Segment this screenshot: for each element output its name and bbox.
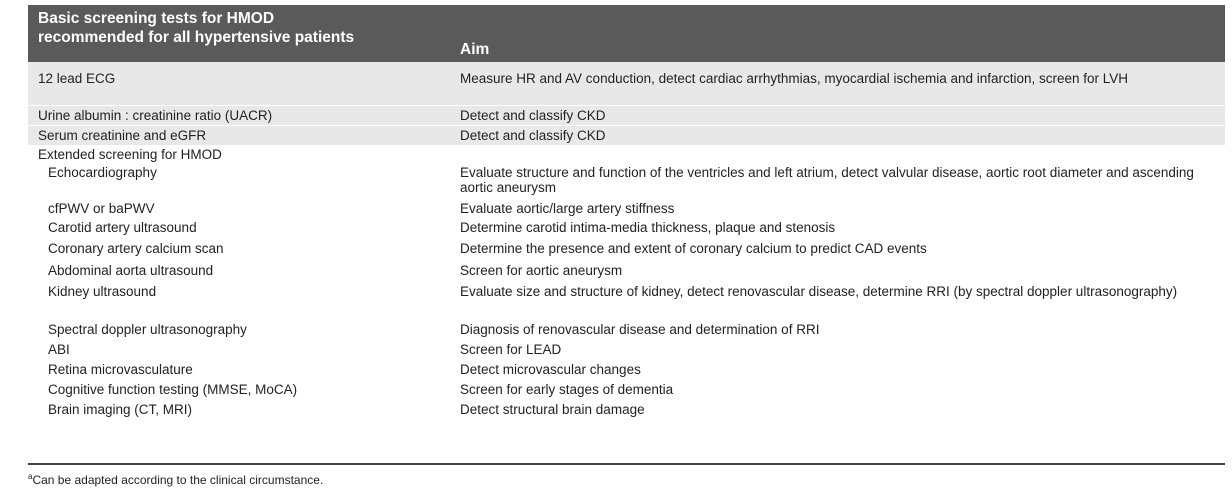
aim-cell: Screen for aortic aneurysm — [460, 263, 623, 278]
footnote-marker: a — [28, 472, 33, 481]
aim-cell: Determine carotid intima-media thickness, plaque and stenosis — [460, 220, 836, 235]
header-tests-line1: Basic screening tests for HMOD — [38, 10, 275, 27]
aim-cell: Determine the presence and extent of coronary calcium to predict CAD events — [460, 241, 927, 256]
aim-cell: Screen for early stages of dementia — [460, 382, 674, 397]
aim-cell: Detect and classify CKD — [460, 108, 606, 123]
aim-cell: Screen for LEAD — [460, 342, 562, 357]
table-row — [28, 106, 1225, 125]
table-bottom-rule — [28, 463, 1225, 465]
test-cell: Retina microvasculature — [48, 362, 193, 377]
test-cell: Echocardiography — [48, 165, 157, 180]
test-cell: Kidney ultrasound — [48, 284, 157, 299]
table-row — [28, 220, 1225, 241]
table-row — [28, 263, 1225, 284]
table-row — [28, 362, 1225, 382]
footnote-text: Can be adapted according to the clinical circumstance. — [32, 473, 324, 487]
test-cell: ABI — [48, 342, 70, 357]
header-tests-line2: recommended for all hypertensive patients — [38, 29, 355, 46]
test-cell: Coronary artery calcium scan — [48, 241, 224, 256]
test-cell: Carotid artery ultrasound — [48, 220, 197, 235]
test-cell: Abdominal aorta ultrasound — [48, 263, 214, 278]
table-footnote — [28, 472, 323, 487]
aim-cell: Detect microvascular changes — [460, 362, 641, 377]
table-row — [28, 126, 1225, 145]
table-row — [28, 62, 1225, 105]
header-tests-column — [38, 9, 458, 47]
test-cell: Urine albumin : creatinine ratio (UACR) — [38, 108, 273, 123]
test-cell: Brain imaging (CT, MRI) — [48, 402, 193, 417]
test-cell: Serum creatinine and eGFR — [38, 128, 207, 143]
test-cell: Cognitive function testing (MMSE, MoCA) — [48, 382, 298, 397]
section-heading: Extended screening for HMOD — [38, 147, 222, 162]
aim-cell: Evaluate aortic/large artery stiffness — [460, 201, 675, 216]
aim-cell: Detect and classify CKD — [460, 128, 606, 143]
test-cell: Spectral doppler ultrasonography — [48, 322, 247, 337]
table-row — [28, 165, 1225, 201]
aim-cell: Detect structural brain damage — [460, 402, 645, 417]
table-row — [28, 284, 1225, 322]
test-cell: cfPWV or baPWV — [48, 201, 155, 216]
table-row — [28, 241, 1225, 263]
table-row — [28, 402, 1225, 422]
table-row — [28, 201, 1225, 220]
table-row — [28, 322, 1225, 342]
table-header — [28, 5, 1225, 62]
header-aim-column: Aim — [460, 41, 490, 58]
table-row — [28, 145, 1225, 165]
aim-cell: Measure HR and AV conduction, detect cardiac arrhythmias, myocardial ischemia and infarction, screen for LVH — [460, 71, 1129, 86]
table-row — [28, 382, 1225, 402]
test-cell: 12 lead ECG — [38, 71, 116, 86]
hmod-screening-table — [28, 5, 1225, 422]
table-row — [28, 342, 1225, 362]
aim-cell: Evaluate size and structure of kidney, detect renovascular disease, determine RRI (by spectral doppler ultrasonography) — [460, 284, 1178, 299]
aim-cell: Evaluate structure and function of the ventricles and left atrium, detect valvular disease, aortic root diameter and ascending aortic aneurysm — [460, 165, 1194, 195]
table-body — [28, 62, 1225, 422]
aim-cell: Diagnosis of renovascular disease and determination of RRI — [460, 322, 820, 337]
